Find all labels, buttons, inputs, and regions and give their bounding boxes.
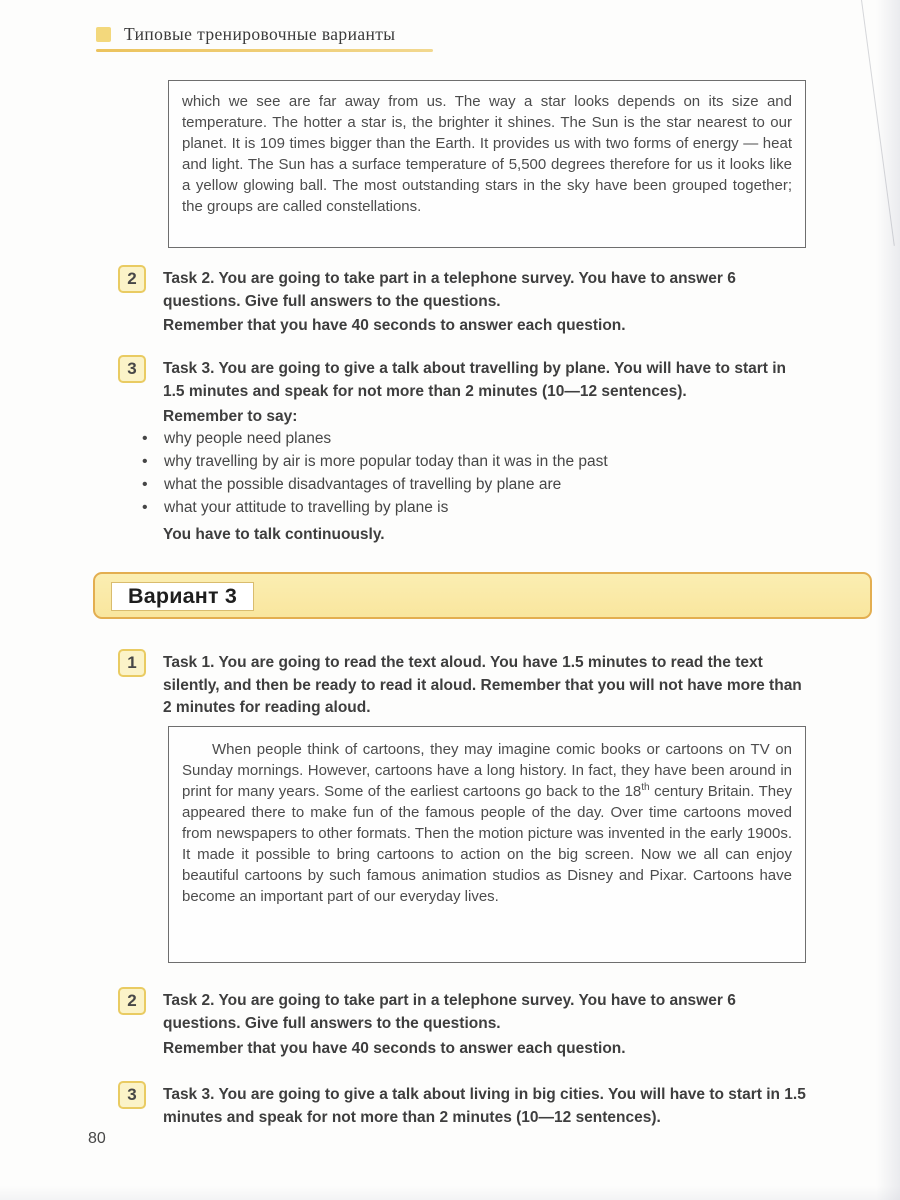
bullet-item: • why people need planes	[140, 427, 800, 450]
task3-row-variant2	[118, 358, 811, 403]
task2-number-badge: 2	[118, 987, 146, 1015]
task3-bullet-list	[140, 427, 800, 519]
reading-text-part1: When people think of cartoons, they may imagine comic books or cartoons on TV on Sunday mornings. However, cartoons have a long history. In fact, they have been around in print for many years. Some of the earliest cartoons go back to the 18	[182, 741, 792, 800]
scan-edge-shadow-right	[876, 0, 900, 1200]
task2-note: Remember that you have 40 seconds to answer each question.	[163, 1040, 626, 1057]
task2-instruction: Task 2. You are going to take part in a telephone survey. You have to answer 6 questions. Give full answers to the questions.	[163, 270, 736, 310]
task2-instruction: Task 2. You are going to take part in a telephone survey. You have to answer 6 questions. Give full answers to the questions.	[163, 992, 736, 1032]
task2-note: Remember that you have 40 seconds to answer each question.	[163, 317, 626, 334]
running-head-title: Типовые тренировочные варианты	[124, 24, 396, 44]
task1-instruction: Task 1. You are going to read the text aloud. You have 1.5 minutes to read the text silently, and then be ready to read it aloud. Remember that you will not have more than 2 minutes for reading aloud.	[163, 654, 802, 716]
task3-number-badge: 3	[118, 355, 146, 383]
task3-row-variant3	[118, 1084, 811, 1129]
reading-text-stars: which we see are far away from us. The way a star looks depends on its size and temperature. The hotter a star is, the brighter it shines. The Sun is the star nearest to our planet. It is 109 times bigger than the Earth. It provides us with two forms of energy — heat and light. The Sun has a surface temperature of 5,500 degrees therefore for us it looks like a yellow glowing ball. The most outstanding stars in the sky have been grouped together; the groups are called constellations.	[182, 93, 792, 215]
variant3-banner	[93, 572, 872, 619]
bullet-item: • why travelling by air is more popular today than it was in the past	[140, 450, 800, 473]
task3-instruction: Task 3. You are going to give a talk about travelling by plane. You will have to start in 1.5 minutes and speak for not more than 2 minutes (10—12 sentences).	[163, 360, 787, 400]
yellow-square-icon	[96, 27, 111, 42]
task3-footer-note: You have to talk continuously.	[163, 526, 385, 543]
task3-instruction: Task 3. You are going to give a talk about living in big cities. You will have to start in 1.5 minutes and speak for not more than 2 minutes (10—12 sentences).	[163, 1086, 806, 1126]
reading-text-cartoons	[182, 739, 792, 907]
task1-row-variant3	[118, 652, 811, 720]
task1-number-badge: 1	[118, 649, 146, 677]
variant3-banner-label: Вариант 3	[111, 582, 254, 611]
bullet-item: • what the possible disadvantages of travelling by plane are	[140, 473, 800, 496]
bullet-item: • what your attitude to travelling by plane is	[140, 496, 800, 519]
scan-fold-line	[861, 0, 895, 246]
scan-edge-shadow-bottom	[0, 1186, 900, 1200]
task2-number-badge: 2	[118, 265, 146, 293]
task2-row-variant2	[118, 268, 811, 313]
running-head-underline	[96, 49, 433, 52]
task3-number-badge: 3	[118, 1081, 146, 1109]
running-head	[96, 24, 395, 45]
page-number: 80	[88, 1130, 106, 1147]
task3-remember-label: Remember to say:	[163, 408, 298, 425]
ordinal-superscript: th	[641, 782, 650, 793]
task2-row-variant3	[118, 990, 811, 1035]
reading-text-part2: century Britain. They appeared there to make fun of the famous people of the day. Over time cartoons moved from newspapers to other formats. Then the motion picture was invented in the early 1900s. It made it possible to bring cartoons to action on the big screen. Now we all can enjoy beautiful cartoons by such famous animation studios as Disney and Pixar. Cartoons have become an important part of our everyday lives.	[182, 783, 792, 905]
reading-text-box-cartoons	[168, 726, 806, 963]
reading-text-box-stars	[168, 80, 806, 248]
